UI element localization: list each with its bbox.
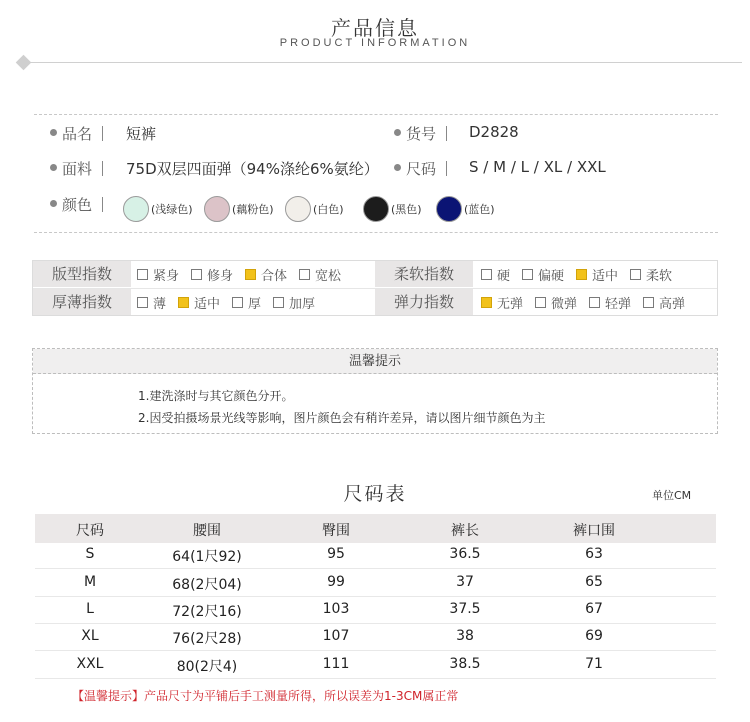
option-label: 紧身 (153, 268, 180, 284)
checkbox-icon (481, 297, 492, 308)
swatch-circle (123, 196, 149, 222)
size-table-cell: 71 (585, 656, 603, 672)
name-label-wrap (50, 123, 103, 144)
option-label: 适中 (592, 268, 619, 284)
swatch-circle (363, 196, 389, 222)
option-label: 薄 (153, 296, 167, 312)
size-table-cell: 65 (585, 574, 603, 590)
size-table-cell: L (86, 601, 94, 617)
bullet-icon (50, 164, 57, 171)
sku-label-wrap (394, 123, 447, 144)
checkbox-icon (191, 269, 202, 280)
size-table-unit: 单位CM (652, 489, 692, 502)
page-title: 产品信息 (331, 16, 419, 40)
tip-line-1: 1.建洗涤时与其它颜色分开。 (138, 389, 294, 403)
size-table-cell: 67 (585, 601, 603, 617)
size-table-cell: 107 (322, 628, 350, 644)
size-header-cell: 裤长 (451, 523, 479, 539)
thick-index-label: 厚薄指数 (33, 289, 131, 315)
fit-option-0[interactable] (137, 265, 179, 284)
size-label-wrap (394, 158, 447, 179)
size-table-cell: 72(2尺16) (172, 604, 242, 620)
option-label: 偏硬 (538, 268, 565, 284)
stretch-option-0[interactable] (481, 293, 523, 312)
info-top-divider (34, 114, 718, 115)
info-row-name (0, 123, 750, 149)
soft-option-1[interactable] (522, 265, 564, 284)
fit-option-3[interactable] (299, 265, 341, 284)
index-table (32, 260, 718, 316)
size-header-cell: 腰围 (193, 523, 221, 539)
checkbox-icon (137, 269, 148, 280)
tips-box (32, 348, 718, 434)
size-table-cell: 37.5 (449, 601, 481, 617)
thick-option-0[interactable] (137, 293, 166, 312)
size-table-cell: 111 (322, 656, 350, 672)
option-label: 宽松 (315, 268, 342, 284)
swatch-label: (白色) (313, 203, 344, 216)
option-label: 轻弹 (605, 296, 632, 312)
checkbox-icon (481, 269, 492, 280)
size-value: S / M / L / XL / XXL (469, 158, 606, 176)
size-table-cell: 37 (456, 574, 474, 590)
bullet-icon (50, 129, 57, 136)
size-table-cell: 69 (585, 628, 603, 644)
size-table-cell: XL (81, 628, 99, 644)
separator (102, 197, 103, 212)
swatch-label: (浅绿色) (151, 203, 193, 216)
size-table-title: 尺码表 (343, 483, 407, 505)
checkbox-icon (630, 269, 641, 280)
size-header-cell: 臀围 (322, 523, 350, 539)
size-table-cell: M (83, 574, 97, 590)
fit-option-1[interactable] (191, 265, 233, 284)
sku-value: D2828 (469, 123, 519, 141)
size-table-cell: S (85, 546, 95, 562)
size-header-cell: 裤口围 (573, 523, 615, 539)
bullet-icon (394, 129, 401, 136)
table-row-divider (35, 623, 716, 624)
size-table-cell: 103 (322, 601, 350, 617)
option-label: 厚 (248, 296, 262, 312)
thick-option-1[interactable] (178, 293, 220, 312)
checkbox-icon (589, 297, 600, 308)
fit-index-options (137, 261, 353, 287)
fit-option-2[interactable] (245, 265, 287, 284)
option-label: 适中 (194, 296, 221, 312)
diamond-icon (16, 55, 32, 71)
fabric-value: 75D双层四面弹（94%涤纶6%氨纶） (126, 160, 379, 178)
size-table-cell: 99 (327, 574, 345, 590)
page-subtitle: PRODUCT INFORMATION (279, 37, 471, 49)
color-swatch-blue[interactable] (436, 196, 495, 222)
size-table-note: 【温馨提示】产品尺寸为平铺后手工测量所得，所以误差为1-3CM属正常 (72, 689, 459, 703)
size-table-cell: 38 (456, 628, 474, 644)
separator (446, 126, 447, 141)
size-table-cell: 64(1尺92) (172, 549, 242, 565)
checkbox-icon (299, 269, 310, 280)
fabric-label-wrap (50, 158, 103, 179)
info-row-fabric (0, 158, 750, 184)
option-label: 硬 (497, 268, 511, 284)
size-table-cell: 80(2尺4) (176, 659, 238, 675)
table-row-divider (35, 568, 716, 569)
option-label: 柔软 (646, 268, 673, 284)
size-table-cell: 68(2尺04) (172, 577, 242, 593)
checkbox-icon (522, 269, 533, 280)
option-label: 高弹 (659, 296, 686, 312)
stretch-option-3[interactable] (643, 293, 685, 312)
size-header-cell: 尺码 (76, 523, 104, 539)
swatch-label: (藕粉色) (232, 203, 274, 216)
soft-index-options (481, 261, 684, 287)
size-table-cell: 38.5 (449, 656, 481, 672)
color-swatch-black[interactable] (363, 196, 422, 222)
color-label-wrap (50, 194, 103, 215)
option-label: 修身 (207, 268, 234, 284)
stretch-option-2[interactable] (589, 293, 631, 312)
thick-option-2[interactable] (232, 293, 261, 312)
fit-index-label: 版型指数 (33, 261, 131, 287)
checkbox-icon (576, 269, 587, 280)
checkbox-icon (178, 297, 189, 308)
name-label: 品名 (62, 125, 93, 143)
swatch-circle (285, 196, 311, 222)
soft-index-label: 柔软指数 (375, 261, 473, 287)
bullet-icon (50, 200, 57, 207)
checkbox-icon (232, 297, 243, 308)
tips-title: 温馨提示 (33, 349, 717, 374)
checkbox-icon (137, 297, 148, 308)
sku-label: 货号 (406, 125, 437, 143)
swatch-label: (黑色) (391, 203, 422, 216)
color-label: 颜色 (62, 196, 93, 214)
swatch-label: (蓝色) (464, 203, 495, 216)
size-table-cell: 63 (585, 546, 603, 562)
size-table-cell: 76(2尺28) (172, 631, 242, 647)
size-table-cell: XXL (76, 656, 104, 672)
checkbox-icon (245, 269, 256, 280)
color-swatch-light-green[interactable] (123, 196, 193, 222)
separator (102, 126, 103, 141)
swatch-circle (436, 196, 462, 222)
checkbox-icon (273, 297, 284, 308)
stretch-option-1[interactable] (535, 293, 577, 312)
table-row-divider (35, 678, 716, 679)
name-value: 短裤 (126, 125, 157, 143)
table-row-divider (35, 650, 716, 651)
color-swatch-pink[interactable] (204, 196, 274, 222)
fabric-label: 面料 (62, 160, 93, 178)
soft-option-0[interactable] (481, 265, 510, 284)
option-label: 加厚 (289, 296, 316, 312)
soft-option-2[interactable] (576, 265, 618, 284)
separator (102, 161, 103, 176)
soft-option-3[interactable] (630, 265, 672, 284)
info-bottom-divider (34, 232, 718, 233)
option-label: 无弹 (497, 296, 524, 312)
stretch-index-label: 弹力指数 (375, 289, 473, 315)
thick-option-3[interactable] (273, 293, 315, 312)
size-label: 尺码 (406, 160, 437, 178)
separator (446, 161, 447, 176)
bullet-icon (394, 164, 401, 171)
header-divider (24, 62, 742, 63)
table-row-divider (35, 596, 716, 597)
option-label: 微弹 (551, 296, 578, 312)
option-label: 合体 (261, 268, 288, 284)
tip-line-2: 2.因受拍摄场景光线等影响，图片颜色会有稍许差异，请以图片细节颜色为主 (138, 411, 546, 425)
swatch-circle (204, 196, 230, 222)
checkbox-icon (535, 297, 546, 308)
size-table-cell: 95 (327, 546, 345, 562)
color-swatch-white[interactable] (285, 196, 344, 222)
stretch-index-options (481, 289, 697, 315)
thick-index-options (137, 289, 327, 315)
checkbox-icon (643, 297, 654, 308)
size-table-cell: 36.5 (449, 546, 481, 562)
